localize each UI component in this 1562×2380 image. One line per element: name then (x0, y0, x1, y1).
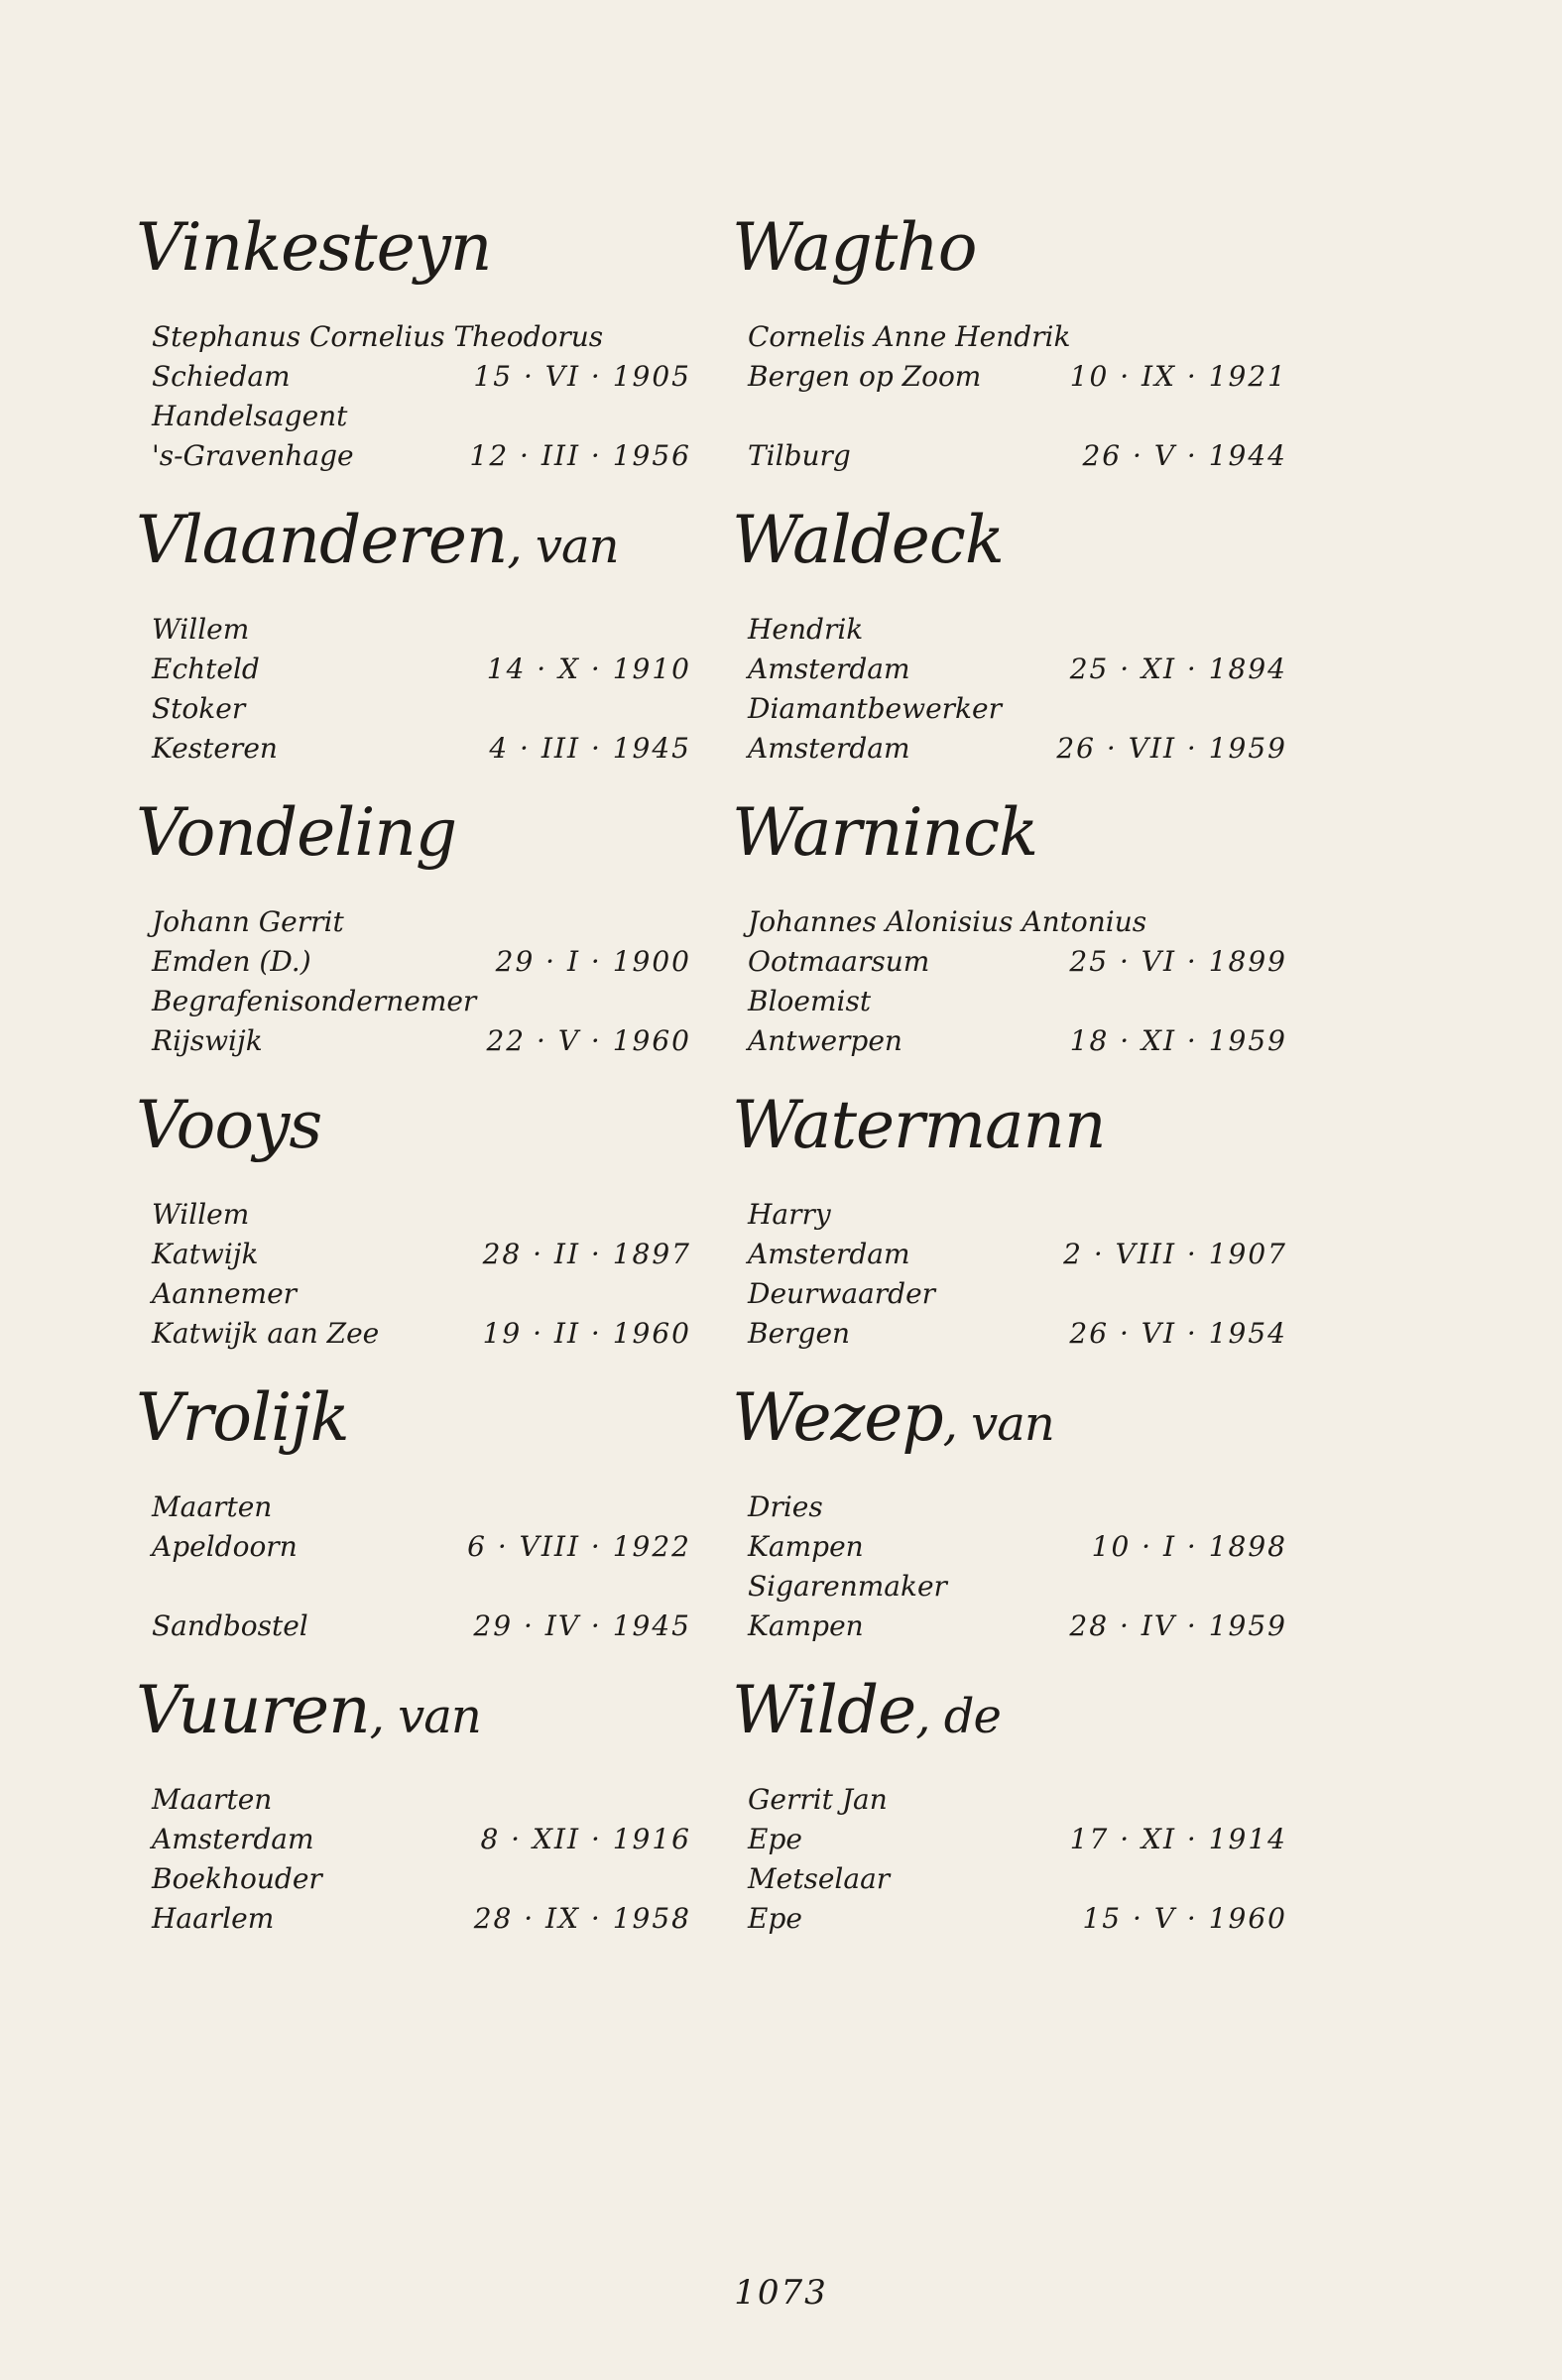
deathdate: 22 · V · 1960 (486, 1024, 691, 1057)
given-names: Willem (152, 613, 250, 646)
deathplace: Kampen (748, 1609, 864, 1642)
birthplace: Schiedam (152, 360, 291, 393)
occupation: Metselaar (748, 1862, 891, 1895)
occupation: Handelsagent (152, 400, 348, 432)
occupation: Diamantbewerker (748, 692, 1002, 725)
surname-heading: Wagtho (732, 209, 977, 286)
birth-line (136, 942, 691, 982)
birth-line (136, 357, 691, 397)
deathplace: Antwerpen (748, 1024, 902, 1057)
entry (732, 1666, 1287, 1959)
given-names: Cornelis Anne Hendrik (748, 320, 1071, 353)
death-line (136, 1606, 691, 1646)
birthplace: Kampen (748, 1530, 864, 1563)
death-line (136, 1899, 691, 1939)
surname-heading: Wezep, van (732, 1379, 1054, 1456)
birthdate: 14 · X · 1910 (486, 653, 691, 685)
deathplace: Katwijk aan Zee (152, 1317, 380, 1350)
birthplace: Apeldoorn (152, 1530, 298, 1563)
death-line (136, 1314, 691, 1354)
entry (732, 203, 1287, 496)
occupation: Sigarenmaker (748, 1570, 947, 1603)
given-names: Maarten (152, 1783, 273, 1816)
entry (136, 1373, 691, 1666)
surname-heading: Warninck (732, 794, 1038, 871)
deathdate: 26 · VII · 1959 (1056, 732, 1287, 765)
deathplace: Sandbostel (152, 1609, 308, 1642)
given-names: Harry (748, 1198, 831, 1231)
occupation: Begrafenisondernemer (152, 985, 477, 1017)
entry (732, 496, 1287, 788)
entry (136, 496, 691, 788)
birth-line (732, 942, 1287, 982)
deathplace: Rijswijk (152, 1024, 263, 1057)
death-line (136, 729, 691, 769)
entry (732, 788, 1287, 1081)
birthplace: Echteld (152, 653, 260, 685)
birthplace: Epe (748, 1823, 802, 1855)
deathplace: Haarlem (152, 1902, 275, 1935)
occupation: Bloemist (748, 985, 872, 1017)
birthdate: 28 · II · 1897 (482, 1238, 691, 1270)
deathdate: 18 · XI · 1959 (1069, 1024, 1287, 1057)
surname-heading: Vinkesteyn (136, 209, 492, 286)
surname-heading: Watermann (732, 1087, 1106, 1163)
entry (732, 1373, 1287, 1666)
occupation: Deurwaarder (748, 1277, 936, 1310)
left-column (136, 203, 691, 1959)
deathdate: 26 · V · 1944 (1082, 439, 1287, 472)
given-names: Maarten (152, 1490, 273, 1523)
given-names: Willem (152, 1198, 250, 1231)
occupation: Aannemer (152, 1277, 298, 1310)
death-line (136, 1021, 691, 1061)
deathdate: 15 · V · 1960 (1082, 1902, 1287, 1935)
birthplace: Emden (D.) (152, 945, 311, 978)
death-line (732, 436, 1287, 476)
occupation (732, 397, 1287, 436)
birthplace: Ootmaarsum (748, 945, 930, 978)
page-number: 1073 (734, 2273, 828, 2313)
birth-line (732, 1820, 1287, 1859)
birthplace: Amsterdam (152, 1823, 314, 1855)
birth-line (732, 1235, 1287, 1274)
birthplace: Amsterdam (748, 1238, 910, 1270)
birthdate: 2 · VIII · 1907 (1063, 1238, 1287, 1270)
death-line (732, 1314, 1287, 1354)
deathplace: Amsterdam (748, 732, 910, 765)
birth-line (136, 1820, 691, 1859)
deathdate: 19 · II · 1960 (482, 1317, 691, 1350)
birth-line (732, 1527, 1287, 1567)
birthdate: 29 · I · 1900 (495, 945, 691, 978)
birthplace: Katwijk (152, 1238, 259, 1270)
surname-heading: Vlaanderen, van (136, 502, 619, 578)
deathplace: Bergen (748, 1317, 851, 1350)
surname-heading: Waldeck (732, 502, 1004, 578)
deathdate: 29 · IV · 1945 (473, 1609, 691, 1642)
given-names: Johannes Alonisius Antonius (748, 905, 1147, 938)
deathdate: 12 · III · 1956 (469, 439, 691, 472)
birthplace: Amsterdam (748, 653, 910, 685)
given-names: Dries (748, 1490, 823, 1523)
birth-line (732, 650, 1287, 689)
birth-line (732, 357, 1287, 397)
deathdate: 28 · IX · 1958 (473, 1902, 691, 1935)
birthplace: Bergen op Zoom (748, 360, 982, 393)
given-names: Hendrik (748, 613, 864, 646)
birthdate: 10 · IX · 1921 (1069, 360, 1287, 393)
entry (136, 203, 691, 496)
birth-line (136, 1527, 691, 1567)
occupation: Boekhouder (152, 1862, 322, 1895)
given-names: Gerrit Jan (748, 1783, 888, 1816)
surname-heading: Vuuren, van (136, 1672, 481, 1748)
given-names: Stephanus Cornelius Theodorus (152, 320, 604, 353)
birthdate: 25 · VI · 1899 (1069, 945, 1287, 978)
birthdate: 10 · I · 1898 (1091, 1530, 1287, 1563)
birth-line (136, 1235, 691, 1274)
occupation: Stoker (152, 692, 246, 725)
death-line (732, 1021, 1287, 1061)
birthdate: 8 · XII · 1916 (480, 1823, 691, 1855)
entry (136, 1081, 691, 1373)
entry (136, 788, 691, 1081)
birthdate: 17 · XI · 1914 (1069, 1823, 1287, 1855)
surname-heading: Vondeling (136, 794, 457, 871)
deathdate: 26 · VI · 1954 (1069, 1317, 1287, 1350)
death-line (732, 729, 1287, 769)
surname-heading: Vooys (136, 1087, 322, 1163)
deathplace: Kesteren (152, 732, 278, 765)
birthdate: 25 · XI · 1894 (1069, 653, 1287, 685)
death-line (732, 1606, 1287, 1646)
surname-heading: Wilde, de (732, 1672, 1001, 1748)
occupation (136, 1567, 691, 1606)
birthdate: 6 · VIII · 1922 (467, 1530, 691, 1563)
deathdate: 4 · III · 1945 (489, 732, 691, 765)
entry (732, 1081, 1287, 1373)
deathplace: 's-Gravenhage (152, 439, 354, 472)
deathplace: Tilburg (748, 439, 851, 472)
death-line (732, 1899, 1287, 1939)
deathplace: Epe (748, 1902, 802, 1935)
surname-heading: Vrolijk (136, 1379, 349, 1456)
right-column (732, 203, 1287, 1959)
birthdate: 15 · VI · 1905 (473, 360, 691, 393)
deathdate: 28 · IV · 1959 (1069, 1609, 1287, 1642)
given-names: Johann Gerrit (152, 905, 344, 938)
birth-line (136, 650, 691, 689)
death-line (136, 436, 691, 476)
entry (136, 1666, 691, 1959)
